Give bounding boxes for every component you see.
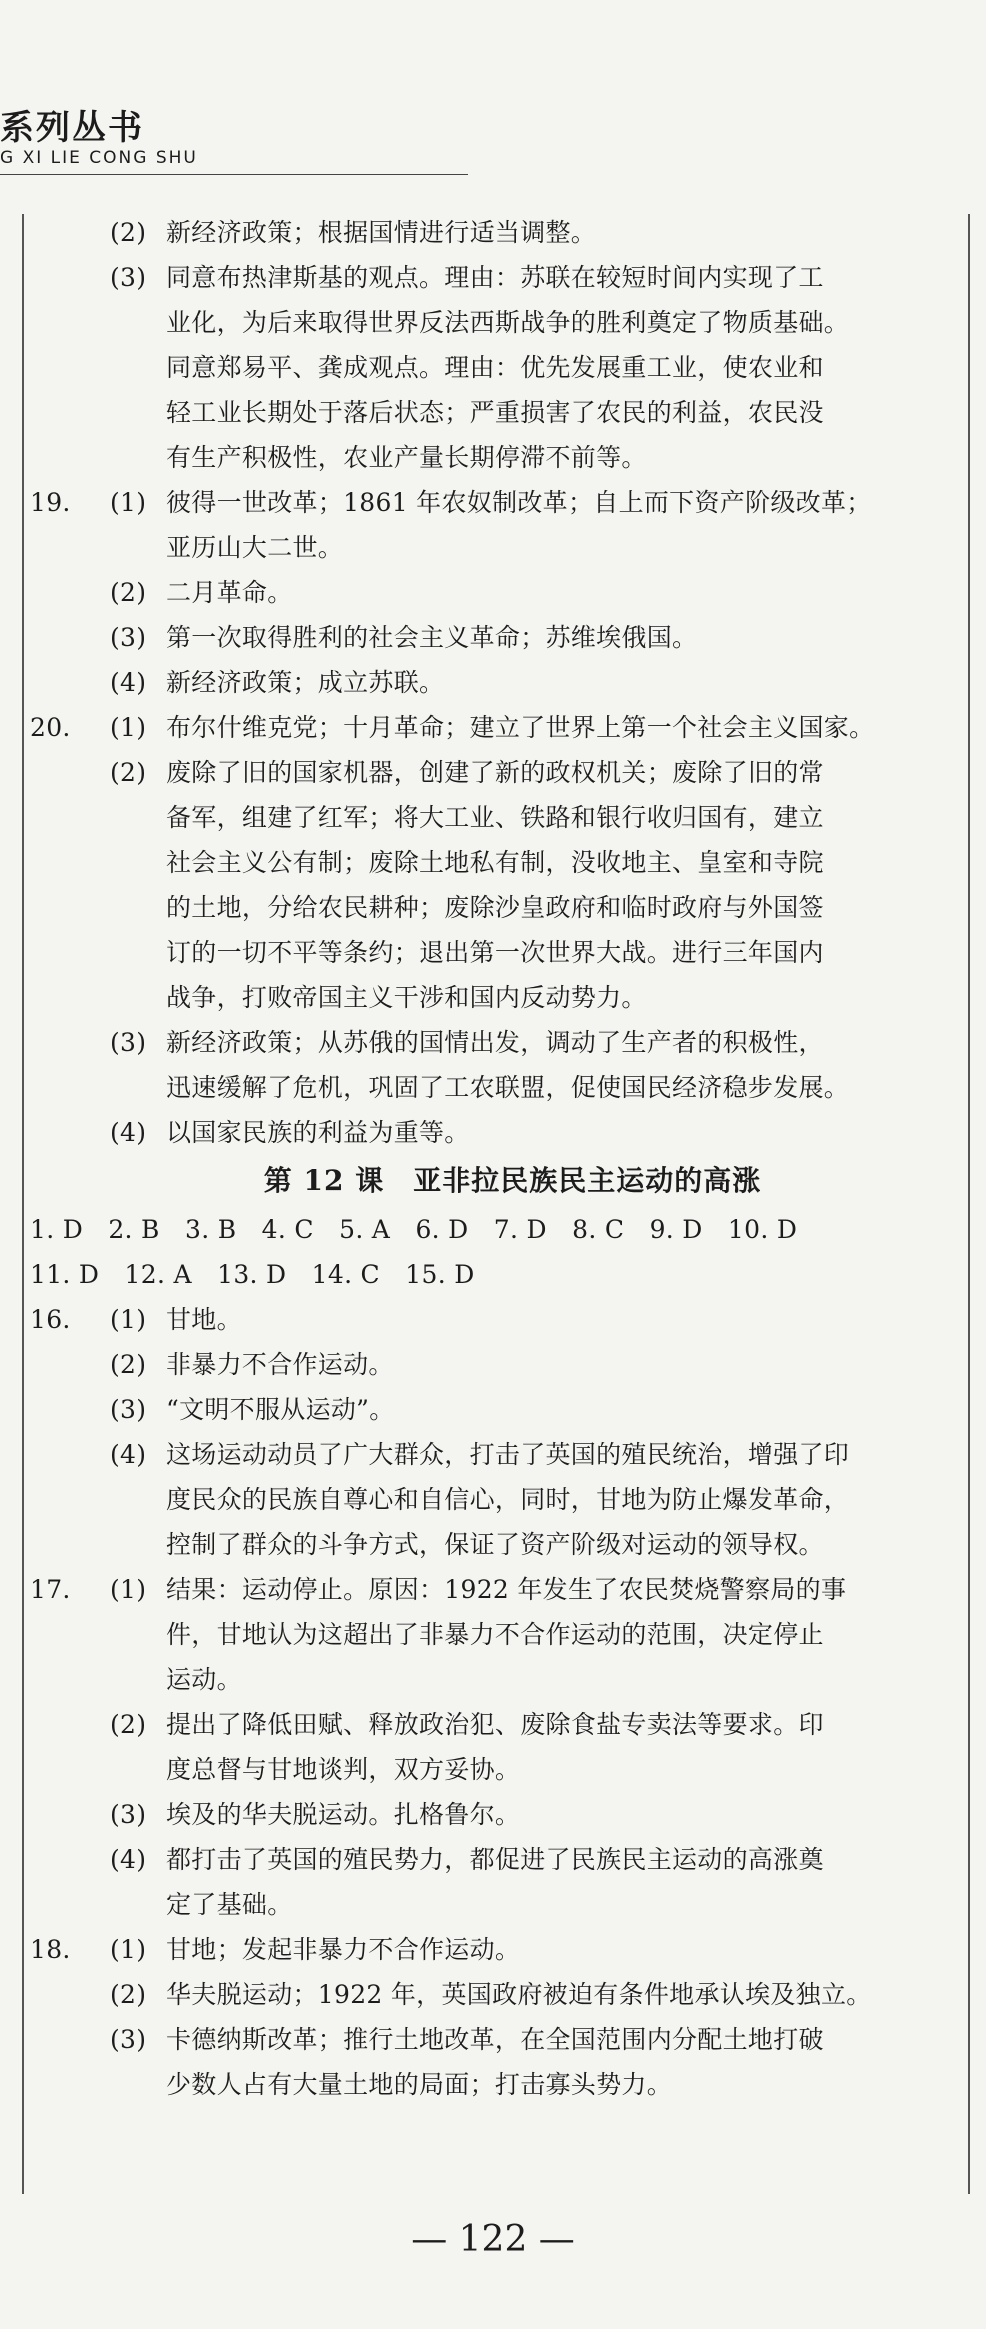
answer-text: 非暴力不合作运动。 [166, 1350, 394, 1379]
continuation-line: 的土地，分给农民耕种；废除沙皇政府和临时政府与外国签 [166, 893, 824, 922]
sub-question-number: (2) [110, 1710, 147, 1739]
answer-content [30, 210, 955, 2107]
sub-question-number: (1) [110, 713, 147, 742]
sub-question-line [30, 1342, 955, 1387]
sub-question-number: (3) [110, 1395, 147, 1424]
sub-question-number: (4) [110, 1118, 147, 1147]
sub-question-line [30, 1972, 955, 2017]
sub-question-number: (3) [110, 1800, 147, 1829]
sub-question-line [30, 615, 955, 660]
continuation-line: 轻工业长期处于落后状态；严重损害了农民的利益，农民没 [166, 398, 824, 427]
series-pinyin: G XI LIE CONG SHU [0, 148, 198, 168]
sub-question-number: (2) [110, 218, 147, 247]
sub-question-line [30, 2017, 955, 2062]
answer-text: 新经济政策；根据国情进行适当调整。 [166, 218, 597, 247]
sub-question-line [30, 255, 955, 300]
answer-text: 二月革命。 [166, 578, 293, 607]
sub-question-number: (3) [110, 623, 147, 652]
answer-text: 新经济政策；从苏俄的国情出发，调动了生产者的积极性， [166, 1028, 824, 1057]
answer-text: 结果：运动停止。原因：1922 年发生了农民焚烧警察局的事 [166, 1575, 847, 1604]
continuation-line: 业化，为后来取得世界反法西斯战争的胜利奠定了物质基础。 [166, 308, 850, 337]
answer-text: 提出了降低田赋、释放政治犯、废除食盐专卖法等要求。印 [166, 1710, 824, 1739]
question-number: 20. [30, 713, 71, 742]
header-rule [0, 174, 468, 175]
continuation-line: 备军，组建了红军；将大工业、铁路和银行收归国有，建立 [166, 803, 824, 832]
answer-text: “文明不服从运动”。 [166, 1395, 395, 1424]
left-margin-rule [22, 214, 24, 2194]
continuation-line: 迅速缓解了危机，巩固了工农联盟，促使国民经济稳步发展。 [166, 1073, 850, 1102]
sub-question-number: (3) [110, 2025, 147, 2054]
answer-text: 甘地。 [166, 1305, 242, 1334]
answer-text: 以国家民族的利益为重等。 [166, 1118, 470, 1147]
continuation-line: 有生产积极性，农业产量长期停滞不前等。 [166, 443, 647, 472]
sub-question-number: (2) [110, 758, 147, 787]
sub-question-number: (4) [110, 668, 147, 697]
sub-question-number: (1) [110, 1305, 147, 1334]
sub-question-number: (4) [110, 1440, 147, 1469]
question-number: 18. [30, 1935, 71, 1964]
sub-question-line [30, 1432, 955, 1477]
sub-question-line [30, 660, 955, 705]
continuation-line: 社会主义公有制；废除土地私有制，没收地主、皇室和寺院 [166, 848, 824, 877]
question-number: 19. [30, 488, 71, 517]
sub-question-number: (1) [110, 1575, 147, 1604]
continuation-line: 运动。 [166, 1665, 242, 1694]
answer-text: 废除了旧的国家机器，创建了新的政权机关；废除了旧的常 [166, 758, 824, 787]
sub-question-line [30, 750, 955, 795]
answer-text: 彼得一世改革；1861 年农奴制改革；自上而下资产阶级改革； [166, 488, 872, 517]
question-line [30, 480, 955, 525]
question-line [30, 705, 955, 750]
sub-question-line [30, 1387, 955, 1432]
sub-question-number: (2) [110, 1350, 147, 1379]
sub-question-line [30, 570, 955, 615]
answer-text: 华夫脱运动；1922 年，英国政府被迫有条件地承认埃及独立。 [166, 1980, 872, 2009]
series-title: 系列丛书 [0, 108, 144, 148]
sub-question-number: (4) [110, 1845, 147, 1874]
answer-text: 都打击了英国的殖民势力，都促进了民族民主运动的高涨奠 [166, 1845, 824, 1874]
choice-answers-line: 1. D 2. B 3. B 4. C 5. A 6. D 7. D 8. C 9. D 10. D [30, 1215, 798, 1244]
sub-question-line [30, 1020, 955, 1065]
answer-text: 这场运动动员了广大群众，打击了英国的殖民统治，增强了印 [166, 1440, 850, 1469]
question-line [30, 1927, 955, 1972]
answer-text: 甘地；发起非暴力不合作运动。 [166, 1935, 521, 1964]
continuation-line: 战争，打败帝国主义干涉和国内反动势力。 [166, 983, 647, 1012]
answer-text: 布尔什维克党；十月革命；建立了世界上第一个社会主义国家。 [166, 713, 875, 742]
sub-question-number: (1) [110, 1935, 147, 1964]
right-margin-rule [968, 214, 970, 2194]
continuation-line: 度民众的民族自尊心和自信心，同时，甘地为防止爆发革命， [166, 1485, 850, 1514]
sub-question-line [30, 210, 955, 255]
sub-question-line [30, 1792, 955, 1837]
sub-question-number: (1) [110, 488, 147, 517]
sub-question-number: (3) [110, 263, 147, 292]
continuation-line: 定了基础。 [166, 1890, 293, 1919]
answer-text: 新经济政策；成立苏联。 [166, 668, 445, 697]
answer-text: 第一次取得胜利的社会主义革命；苏维埃俄国。 [166, 623, 698, 652]
sub-question-line [30, 1110, 955, 1155]
question-line [30, 1567, 955, 1612]
answer-text: 同意布热津斯基的观点。理由：苏联在较短时间内实现了工 [166, 263, 824, 292]
continuation-line: 少数人占有大量土地的局面；打击寡头势力。 [166, 2070, 673, 2099]
sub-question-number: (3) [110, 1028, 147, 1057]
question-line [30, 1297, 955, 1342]
page-number: — 122 — [411, 2219, 575, 2260]
continuation-line: 亚历山大二世。 [166, 533, 344, 562]
sub-question-line [30, 1837, 955, 1882]
continuation-line: 度总督与甘地谈判，双方妥协。 [166, 1755, 521, 1784]
answer-text: 卡德纳斯改革；推行土地改革，在全国范围内分配土地打破 [166, 2025, 824, 2054]
continuation-line: 同意郑易平、龚成观点。理由：优先发展重工业，使农业和 [166, 353, 824, 382]
sub-question-line [30, 1702, 955, 1747]
continuation-line: 控制了群众的斗争方式，保证了资产阶级对运动的领导权。 [166, 1530, 824, 1559]
choice-answers-line: 11. D 12. A 13. D 14. C 15. D [30, 1260, 475, 1289]
question-number: 16. [30, 1305, 71, 1334]
question-number: 17. [30, 1575, 71, 1604]
continuation-line: 件，甘地认为这超出了非暴力不合作运动的范围，决定停止 [166, 1620, 824, 1649]
lesson-title: 第 12 课 亚非拉民族民主运动的高涨 [263, 1164, 762, 1197]
sub-question-number: (2) [110, 578, 147, 607]
continuation-line: 订的一切不平等条约；退出第一次世界大战。进行三年国内 [166, 938, 824, 967]
sub-question-number: (2) [110, 1980, 147, 2009]
answer-text: 埃及的华夫脱运动。扎格鲁尔。 [166, 1800, 521, 1829]
